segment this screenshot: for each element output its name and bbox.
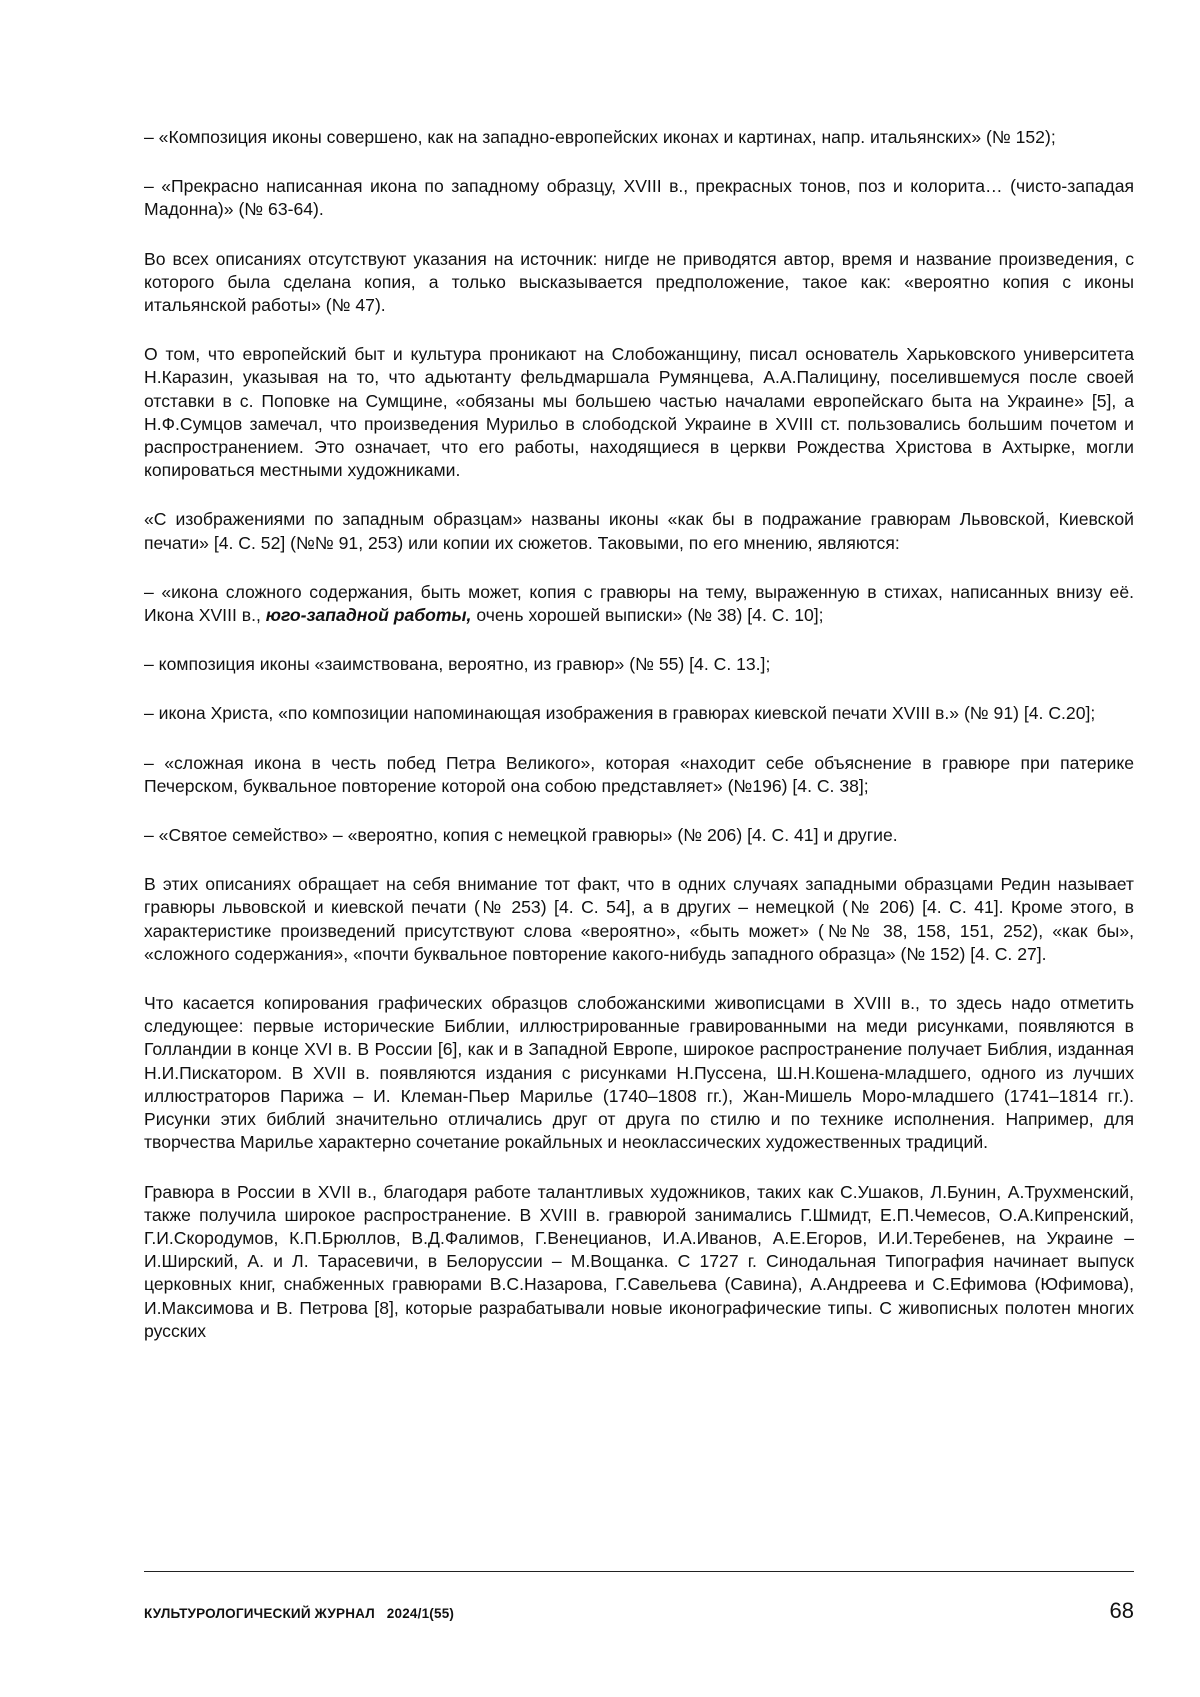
paragraph — [144, 824, 1134, 847]
page-footer — [144, 1598, 1134, 1628]
text-segment: – «сложная икона в честь побед Петра Великого», которая «находит себе объяснение в гравюре при патерике Печерском, буквальное повторение которой она собою представляет» (№196) [4. С. 38]; — [144, 752, 1134, 796]
text-segment: – композиция иконы «заимствована, вероятно, из гравюр» (№ 55) [4. С. 13.]; — [144, 654, 771, 675]
page-number: 68 — [1109, 1598, 1134, 1623]
text-segment: – «Композиция иконы совершено, как на западно-европейских иконах и картинах, напр. итальянских» (№ 152); — [144, 127, 1056, 147]
paragraph — [144, 752, 1134, 798]
text-segment: Что касается копирования графических образцов слобожанскими живописцами в XVIII в., то здесь надо отметить следующее: первые исторические Библии, иллюстрированные гравированными на меди рисунками, появляются в Голландии в конце XVI в. В России [6], как и в Западной Европе, широкое распространение получает Библия, изданная Н.И.Пискатором. В XVII в. появляются издания с рисунками Н.Пуссена, Ш.Н.Кошена-младшего, одного из лучших иллюстраторов Парижа – И. Клеман-Пьер Марилье (1740–1808 гг.), Жан-Мишель Моро-младшего (1741–1814 гг.). Рисунки этих библий значительно отличались друг от друга по стилю и по технике исполнения. Например, для творчества Марилье характерно сочетание рокайльных и неоклассических художественных традиций. — [144, 993, 1134, 1153]
paragraph — [144, 702, 1134, 725]
paragraph — [144, 508, 1134, 554]
text-segment: «С изображениями по западным образцам» названы иконы «как бы в подражание гравюрам Львовской, Киевской печати» [4. С. 52] (№№ 91, 253) или копии их сюжетов. Таковыми, по его мнению, являются: — [144, 509, 1134, 553]
text-segment: – «Прекрасно написанная икона по западному образцу, XVIII в., прекрасных тонов, поз и колорита… (чисто-западая Мадонна)» (№ 63-64). — [144, 176, 1134, 220]
paragraph — [144, 343, 1134, 482]
article-body — [144, 126, 1134, 1369]
paragraph — [144, 126, 1134, 149]
footer-divider — [144, 1571, 1134, 1572]
paragraph — [144, 581, 1134, 627]
text-segment: очень хорошей выписки» (№ 38) [4. С. 10]; — [471, 605, 824, 626]
text-segment: О том, что европейский быт и культура проникают на Слобожанщину, писал основатель Харьковского университета Н.Каразин, указывая на то, что адьютанту фельдмаршала Румянцева, А.А.Палицину, поселившемуся после своей отставки в с. Поповке на Сумщине, «обязаны мы большею частью началами европейскаго быта на Украине» [5], а Н.Ф.Сумцов замечал, что произведения Мурильо в слободской Украине в XVIII ст. пользовались большим почетом и распространением. Это означает, что его работы, находящиеся в церкви Рождества Христова в Ахтырке, могли копироваться местными художниками. — [144, 344, 1134, 481]
paragraph — [144, 248, 1134, 318]
text-segment: Во всех описаниях отсутствуют указания на источник: нигде не приводятся автор, время и название произведения, с которого была сделана копия, а только высказывается предположение, такое как: «вероятно копия с иконы итальянской работы» (№ 47). — [144, 248, 1134, 316]
journal-name: КУЛЬТУРОЛОГИЧЕСКИЙ ЖУРНАЛ 2024/1(55) — [144, 1606, 455, 1621]
paragraph — [144, 873, 1134, 966]
emphasized-text: юго-западной работы, — [265, 605, 472, 626]
paragraph — [144, 175, 1134, 221]
text-segment: – «икона сложного содержания, быть может, копия с гравюры на тему, выраженную в стихах, написанных внизу её. Икона XVIII в., — [144, 581, 1134, 626]
text-segment: – «Святое семейство» – «вероятно, копия с немецкой гравюры» (№ 206) [4. С. 41] и другие. — [144, 825, 898, 846]
paragraph — [144, 1181, 1134, 1343]
paragraph — [144, 653, 1134, 676]
paragraph — [144, 992, 1134, 1154]
text-segment: – икона Христа, «по композиции напоминающая изображения в гравюрах киевской печати XVIII в.» (№ 91) [4. С.20]; — [144, 703, 1096, 724]
text-segment: В этих описаниях обращает на себя внимание тот факт, что в одних случаях западными образцами Редин называет гравюры львовской и киевской печати (№ 253) [4. С. 54], а в других – немецкой (№ 206) [4. С. 41]. Кроме этого, в характеристике произведений присутствуют слова «вероятно», «быть может» (№№ 38, 158, 151, 252), «как бы», «сложного содержания», «почти буквальное повторение какого-нибудь западного образца» (№ 152) [4. С. 27]. — [144, 874, 1134, 964]
text-segment: Гравюра в России в XVII в., благодаря работе талантливых художников, таких как С.Ушаков, Л.Бунин, А.Трухменский, также получила широкое распространение. В XVIII в. гравюрой занимались Г.Шмидт, Е.П.Чемесов, О.А.Кипренский, Г.И.Скородумов, К.П.Брюллов, В.Д.Фалимов, Г.Венецианов, И.А.Иванов, А.Е.Егоров, И.И.Теребенев, на Украине – И.Ширский, А. и Л. Тарасевичи, в Белоруссии – М.Вощанка. С 1727 г. Синодальная Типография начинает выпуск церковных книг, снабженных гравюрами В.С.Назарова, Г.Савельева (Савина), А.Андреева и С.Ефимова (Юфимова), И.Максимова и В. Петрова [8], которые разрабатывали новые иконографические типы. С живописных полотен многих русских — [144, 1181, 1134, 1341]
